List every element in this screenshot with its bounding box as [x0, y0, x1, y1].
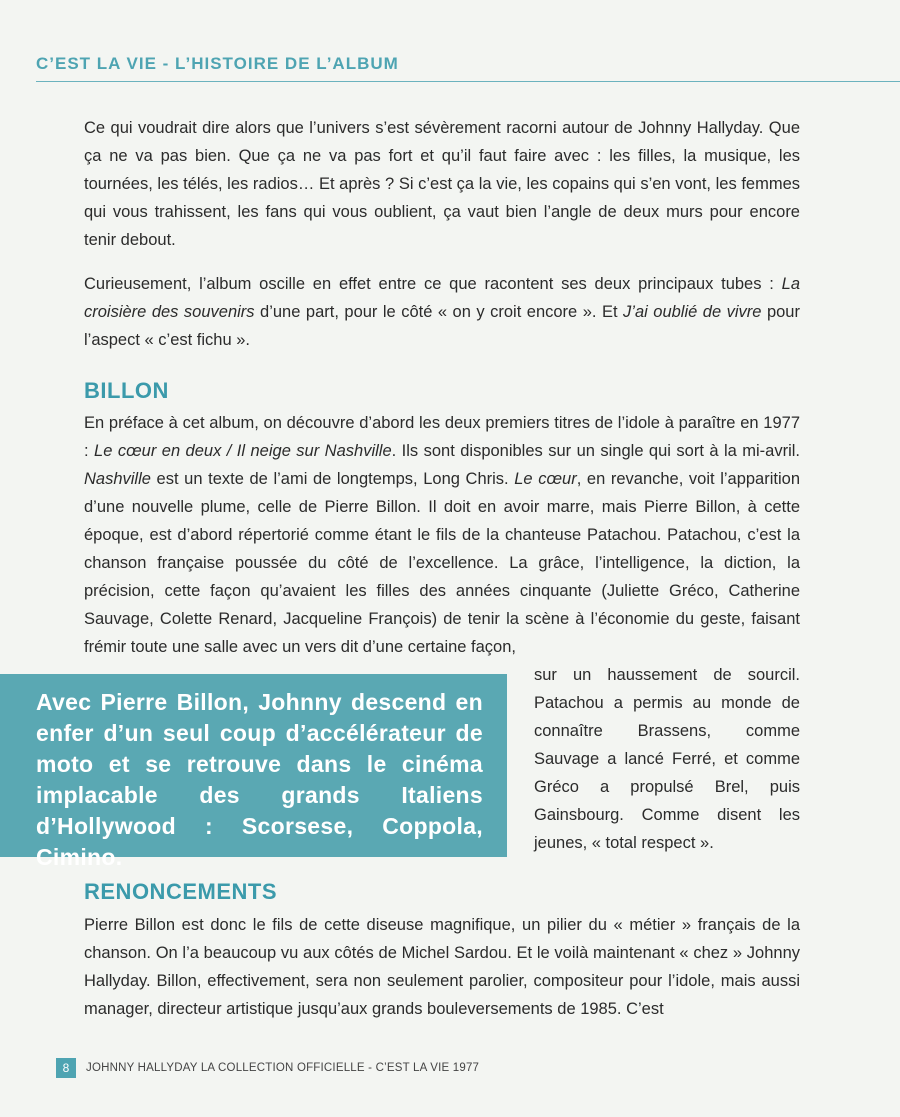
text-span: Curieusement, l’album oscille en effet entre ce que racontent ses deux principaux tubes : [84, 275, 782, 293]
text-span: pour l’aspect « c’est fichu ». [84, 303, 800, 349]
pull-quote-box [0, 674, 507, 870]
page-header-title: C’EST LA VIE - L’HISTOIRE DE L’ALBUM [36, 54, 399, 73]
paragraph-renoncements: Pierre Billon est donc le fils de cette diseuse magnifique, un pilier du « métier » français de la chanson. On l’a beaucoup vu aux côtés de Michel Sardou. Et le voilà maintenant « chez » Johnny Hallyday. Billon, effectivement, sera non seulement parolier, compositeur pour l’idole, mais aussi manager, directeur artistique jusqu’aux grands bouleversements de 1985. C’est [84, 916, 800, 1018]
paragraph-tubes [84, 270, 800, 354]
text-span: . Ils sont disponibles sur un single qui sort à la mi-avril. [391, 442, 800, 460]
text-span: est un texte de l’ami de longtemps, Long Chris. [150, 470, 515, 488]
song-title: La croisière des souvenirs [84, 275, 800, 321]
footer-text: JOHNNY HALLYDAY LA COLLECTION OFFICIELLE - C’EST LA VIE 1977 [86, 1062, 480, 1074]
page-number: 8 [56, 1058, 76, 1078]
pull-quote-text: Avec Pierre Billon, Johnny descend en enfer d’un seul coup d’accélérateur de moto et se retrouve dans le cinéma implacable des grands Italiens d’Hollywood : Scorsese, Coppola, Cimino. [36, 689, 483, 870]
song-title: J’ai oublié de vivre [623, 303, 762, 321]
section-title-renoncements: RENONCEMENTS [84, 879, 278, 904]
page-footer [56, 1058, 479, 1078]
text-span: d’une part, pour le côté « on y croit encore ». Et [254, 303, 624, 321]
paragraph-billon [84, 409, 800, 661]
text-span: En préface à cet album, on découvre d’abord les deux premiers titres de l’idole à paraître en 1977 : [84, 414, 800, 460]
paragraph-billon-continued: sur un haussement de sourcil. Patachou a permis au monde de connaître Brassens, comme Sauvage a lancé Ferré, et comme Gréco a propulsé Brel, puis Gainsbourg. Comme disent les jeunes, « total respect ». [534, 666, 800, 852]
section-title-billon: BILLON [84, 378, 169, 403]
song-title: Nashville [84, 470, 151, 488]
paragraph-intro: Ce qui voudrait dire alors que l’univers s’est sévèrement racorni autour de Johnny Hallyday. Que ça ne va pas bien. Que ça ne va pas fort et qu’il faut faire avec : les filles, la musique, les tournées, les télés, les radios… Et après ? Si c’est ça la vie, les copains qui s’en vont, les femmes qui vous trahissent, les fans qui vous oublient, ça vaut bien l’angle de deux murs pour encore tenir debout. [84, 119, 800, 249]
header-divider [36, 81, 900, 82]
song-title: Le cœur en deux / Il neige sur Nashville [94, 442, 392, 460]
song-title: Le cœur [514, 470, 577, 488]
text-span: , en revanche, voit l’apparition d’une nouvelle plume, celle de Pierre Billon. Il doit en avoir marre, mais Pierre Billon, à cette époque, est d’abord répertorié comme étant le fils de la chanteuse Patachou. Patachou, c’est la chanson française poussée du côté de l’excellence. La grâce, l’intelligence, la diction, la précision, cette façon qu’avaient les filles des années cinquante (Juliette Gréco, Catherine Sauvage, Colette Renard, Jacqueline François) de tenir la scène à l’économie du geste, faisant frémir toute une salle avec un vers dit d’une certaine façon, [84, 470, 800, 656]
